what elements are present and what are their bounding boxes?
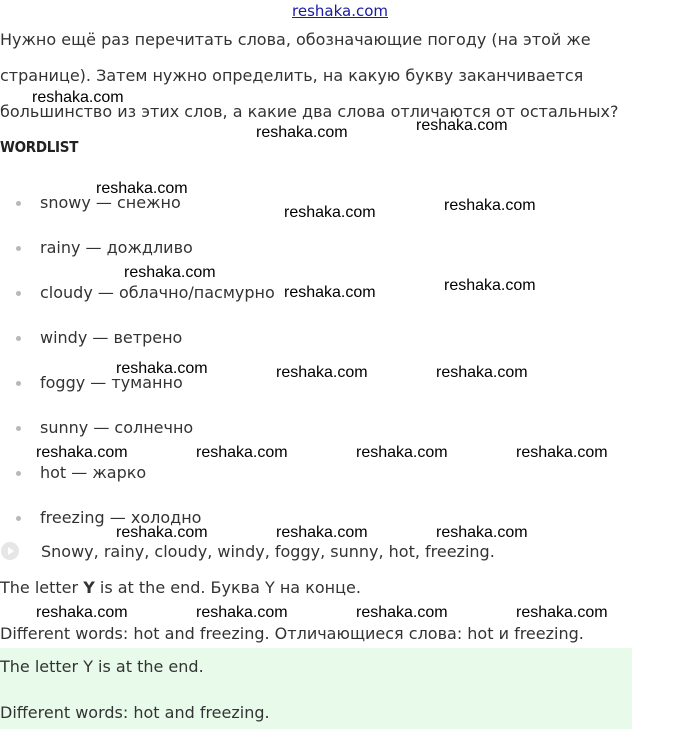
watermark: reshaka.com — [116, 360, 208, 377]
watermark: reshaka.com — [436, 364, 528, 381]
watermark: reshaka.com — [196, 604, 288, 621]
list-item: rainy — дождливо — [40, 238, 193, 257]
list-item: windy — ветрено — [40, 328, 183, 347]
letter-line-after: is at the end. Буква Y на конце. — [94, 578, 361, 597]
watermark: reshaka.com — [96, 180, 188, 197]
site-link[interactable]: reshaka.com — [292, 2, 388, 20]
list-bullet — [16, 426, 21, 431]
intro-line-2: странице). Затем нужно определить, на какую букву заканчивается — [0, 66, 584, 85]
watermark: reshaka.com — [276, 364, 368, 381]
list-bullet — [16, 336, 21, 341]
list-item: hot — жарко — [40, 463, 147, 482]
watermark: reshaka.com — [36, 444, 128, 461]
watermark: reshaka.com — [32, 89, 124, 106]
list-item: freezing — холодно — [40, 508, 202, 527]
different-words-line: Different words: hot and freezing. Отличающиеся слова: hot и freezing. — [0, 624, 584, 643]
watermark: reshaka.com — [356, 444, 448, 461]
intro-line-3: большинство из этих слов, а какие два слова отличаются от остальных? — [0, 102, 619, 121]
watermark: reshaka.com — [256, 124, 348, 141]
answer-line-1: The letter Y is at the end. — [0, 657, 204, 676]
watermark: reshaka.com — [284, 204, 376, 221]
play-circle-icon[interactable] — [1, 542, 19, 560]
letter-line-letter: Y — [83, 578, 95, 597]
list-bullet — [16, 291, 21, 296]
watermark: reshaka.com — [416, 117, 508, 134]
list-bullet — [16, 471, 21, 476]
answer-box — [0, 648, 632, 729]
watermark: reshaka.com — [116, 524, 208, 541]
watermark: reshaka.com — [36, 604, 128, 621]
watermark: reshaka.com — [444, 277, 536, 294]
letter-line — [0, 578, 361, 597]
watermark: reshaka.com — [436, 524, 528, 541]
watermark: reshaka.com — [516, 604, 608, 621]
list-bullet — [16, 381, 21, 386]
list-item: cloudy — облачно/пасмурно — [40, 283, 275, 302]
letter-line-before: The letter — [0, 578, 84, 597]
list-bullet — [16, 246, 21, 251]
list-item: foggy — туманно — [40, 373, 183, 392]
watermark: reshaka.com — [124, 264, 216, 281]
audio-transcript: Snowy, rainy, cloudy, windy, foggy, sunny, hot, freezing. — [41, 542, 495, 561]
watermark: reshaka.com — [356, 604, 448, 621]
watermark: reshaka.com — [284, 284, 376, 301]
watermark: reshaka.com — [516, 444, 608, 461]
answer-line-2: Different words: hot and freezing. — [0, 703, 270, 722]
list-bullet — [16, 516, 21, 521]
watermark: reshaka.com — [276, 524, 368, 541]
watermark: reshaka.com — [444, 197, 536, 214]
watermark: reshaka.com — [196, 444, 288, 461]
intro-line-1: Нужно ещё раз перечитать слова, обозначающие погоду (на этой же — [0, 30, 591, 49]
list-item: sunny — солнечно — [40, 418, 194, 437]
list-item: snowy — снежно — [40, 193, 181, 212]
wordlist-heading: WORDLIST — [0, 138, 79, 156]
list-bullet — [16, 201, 21, 206]
